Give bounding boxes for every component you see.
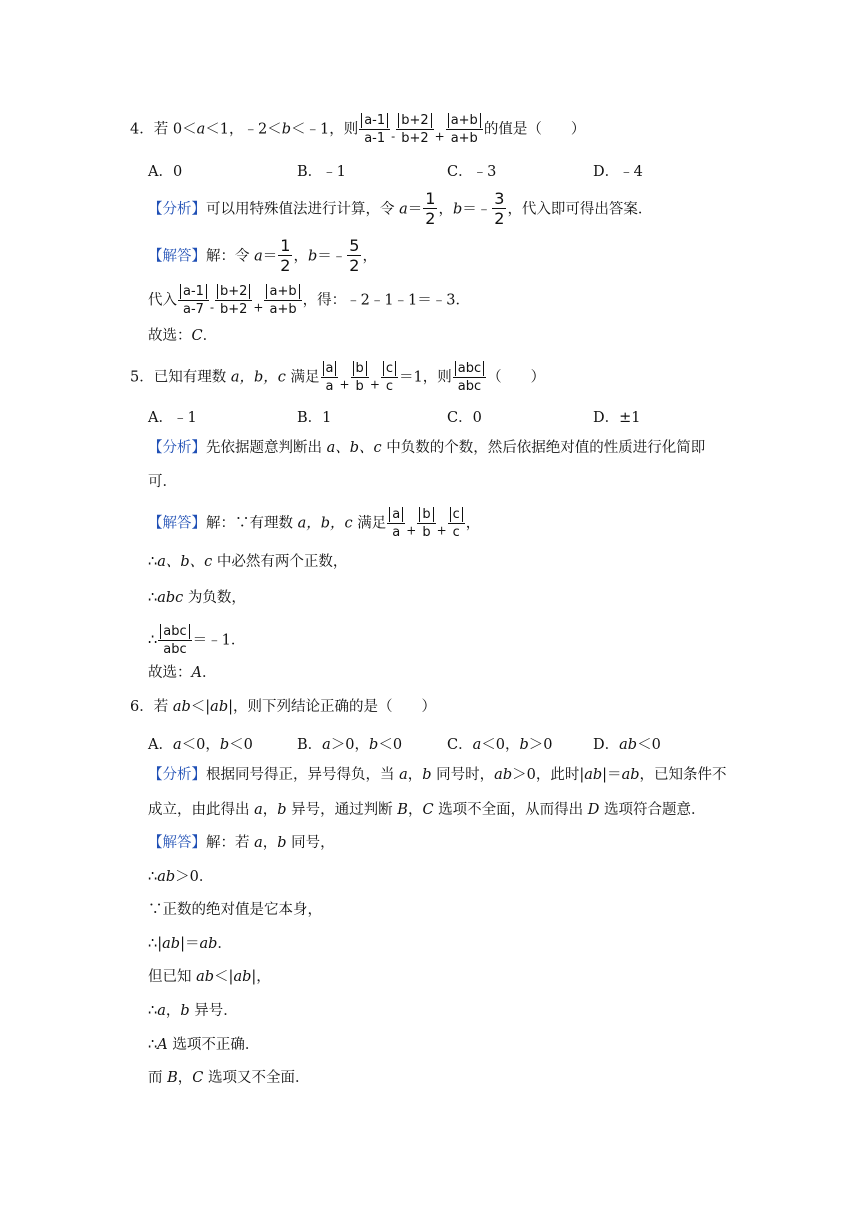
answer-tag: 【解答】 [148, 248, 206, 265]
q5-answer-fraction-a: $\frac{a}{a}$ [387, 506, 405, 541]
q4-sub-fraction-1: $\frac{a-1}{a-7}$ [178, 283, 209, 318]
q5-stem: 5．已知有理数 a，b，c 满足 $\frac{a}{a}$ $_+$ $\frac{b}{b}$ $_+$ $\frac{c}{c}$ ＝1，则 $\frac{\text{abc}}{\text{abc}}$ （ ） [130, 361, 546, 394]
q4-answer-fraction-b: $\frac{5}{2}$ [349, 236, 360, 275]
q4-option-a: A．0 [148, 164, 183, 180]
q4-answer: 【解答】解：令 a＝ $\frac{1}{2}$ ，b＝﹣ $\frac{5}{2}$ ， [148, 236, 377, 275]
q6-option-c: C．a＜0，b＞0 [447, 737, 553, 753]
q5-line-3: ∴abc 为负数， [148, 590, 246, 606]
q5-answer-fraction-c: $\frac{c}{c}$ [448, 506, 465, 541]
q6-stem: 6．若 ab＜|ab|，则下列结论正确的是（ ） [130, 699, 436, 715]
q6-line-8: 而 B，C 选项又不全面． [148, 1070, 310, 1086]
q4-analysis-fraction-a: $\frac{1}{2}$ [425, 189, 436, 228]
q4-answer-fraction-a: $\frac{1}{2}$ [280, 236, 291, 275]
q6-analysis: 【分析】根据同号得正，异号得负，当 a，b 同号时，ab＞0，此时|ab|＝ab，已知条件不 [148, 767, 727, 783]
q6-line-7: ∴A 选项不正确． [148, 1037, 260, 1053]
q4-sub-fraction-3: $\frac{a+b}{a+b}$ [264, 283, 301, 318]
q5-option-b: B．1 [297, 410, 332, 426]
q5-fraction-a: $\frac{a}{a}$ [321, 360, 339, 395]
q5-answer-fraction-b: $\frac{b}{b}$ [417, 506, 435, 541]
q6-answer: 【解答】解：若 a，b 同号， [148, 835, 335, 851]
q6-option-d: D．ab＜0 [593, 737, 661, 753]
analysis-tag: 【分析】 [148, 440, 206, 456]
q5-analysis: 【分析】先依据题意判断出 a、b、c 中负数的个数，然后依据绝对值的性质进行化简即 [148, 440, 706, 456]
analysis-tag: 【分析】 [148, 201, 206, 218]
q4-fraction-1: $\frac{a-1}{a-1}$ [359, 112, 390, 147]
q6-analysis-cont: 成立，由此得出 a，b 异号，通过判断 B，C 选项不全面，从而得出 D 选项符合题意． [148, 802, 706, 818]
q5-choice: 故选：A． [148, 665, 217, 681]
q4-fraction-2: $\frac{b+2}{b+2}$ [396, 112, 433, 147]
q4-fraction-3: $\frac{a+b}{a+b}$ [446, 112, 483, 147]
q5-fraction-c: $\frac{c}{c}$ [381, 360, 398, 395]
q5-option-c: C．0 [447, 410, 482, 426]
q4-option-b: B．﹣1 [297, 164, 346, 180]
q4-option-c: C．﹣3 [447, 164, 497, 180]
q6-line-5: 但已知 ab＜|ab|， [148, 969, 271, 985]
q5-line-2: ∴a、b、c 中必然有两个正数， [148, 554, 348, 570]
q6-option-b: B．a＞0，b＜0 [297, 737, 403, 753]
q4-analysis: 【分析】可以用特殊值法进行计算，令 a＝ $\frac{1}{2}$ ，b＝﹣ $\frac{3}{2}$ ，代入即可得出答案． [148, 189, 653, 228]
q5-fraction-b: $\frac{b}{b}$ [351, 360, 369, 395]
analysis-tag: 【分析】 [148, 767, 206, 783]
q4-stem: 4．若 0＜a＜1，﹣2＜b＜﹣1，则 $\frac{a-1}{a-1}$ $_-$ $\frac{b+2}{b+2}$ $_+$ $\frac{a+b}{a+b}$ 的值是（ ） [130, 113, 586, 146]
q5-analysis-cont: 可． [148, 474, 177, 490]
q6-option-a: A．a＜0，b＜0 [148, 737, 253, 753]
q4-option-d: D．﹣4 [593, 164, 643, 180]
q4-sub-fraction-2: $\frac{b+2}{b+2}$ [215, 283, 252, 318]
q5-option-a: A．﹣1 [148, 410, 197, 426]
q6-line-4: ∴|ab|＝ab． [148, 936, 232, 952]
q4-analysis-fraction-b: $\frac{3}{2}$ [494, 189, 505, 228]
q4-substitution: 代入 $\frac{a-1}{a-7}$ $_-$ $\frac{b+2}{b+2}$ $_+$ $\frac{a+b}{a+b}$ ，得：﹣2﹣1﹣1＝﹣3． [148, 284, 471, 317]
q5-answer: 【解答】解：∵有理数 a，b，c 满足 $\frac{a}{a}$ $_+$ $\frac{b}{b}$ $_+$ $\frac{c}{c}$ ， [148, 507, 481, 540]
q5-result-fraction: $\frac{\text{abc}}{\text{abc}}$ [158, 623, 191, 658]
answer-tag: 【解答】 [148, 515, 206, 532]
q4-choice: 故选：C． [148, 328, 218, 344]
q6-line-2: ∴ab＞0． [148, 869, 214, 885]
q6-line-6: ∴a，b 异号． [148, 1003, 238, 1019]
q5-fraction-abc: $\frac{\text{abc}}{\text{abc}}$ [453, 360, 486, 395]
q6-line-3: ∵正数的绝对值是它本身， [148, 902, 322, 918]
q5-line-4: ∴ $\frac{\text{abc}}{\text{abc}}$ ＝﹣1． [148, 624, 246, 657]
q5-option-d: D．±1 [593, 410, 641, 426]
answer-tag: 【解答】 [148, 835, 206, 851]
